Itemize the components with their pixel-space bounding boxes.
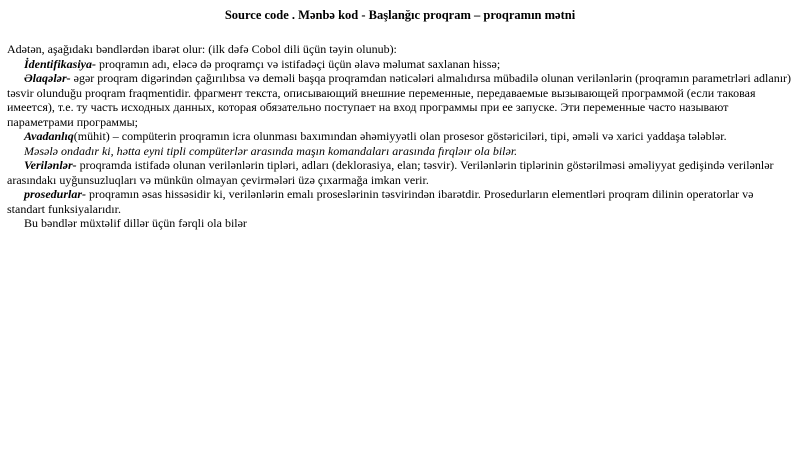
term-lead: Avadanlıq [24, 129, 74, 143]
paragraph-text: Məsələ ondadır ki, hətta eyni tipli compüterlər arasında maşın komandaları arasında fırqləır ola bilər. [24, 143, 518, 158]
paragraph-closing [7, 216, 793, 231]
paragraph-text: proqramın adı, eləcə də proqramçı və istifadəçi üçün əlavə məlumat saxlanan hissə; [96, 56, 501, 71]
paragraph-procedures [7, 187, 793, 216]
paragraph-links [7, 71, 793, 129]
paragraph-text: Adətən, aşağıdakı bəndlərdən ibarət olur: (ilk dəfə Cobol dili üçün təyin olunub): [7, 42, 397, 56]
paragraph-note [7, 144, 793, 159]
paragraph-text: proqramın əsas hissəsidir ki, verilənlərin emalı proseslərinin təsvirindən ibarətdir. Prosedurların elementləri proqram dilinin operatorlar və standart funksiyalarıdır. [7, 187, 754, 216]
term-lead: Əlaqələr- [24, 71, 71, 85]
term-lead: Verilənlər- [24, 158, 77, 172]
paragraph-text: proqramda istifadə olunan verilənlərin tipləri, adları (deklorasiya, elan; təsvir). Verilənlərin tiplərinin göstərilməsi əməliyyat gedişində verilənlər arasındakı uyğunsuzluqları və münkün olmayan çevirmələri üzə çıxarmağa imkan verir. [7, 158, 774, 187]
paragraph-intro [7, 42, 793, 57]
paragraph-text: əgər proqram digərindən çağırılıbsa və deməli başqa proqramdan nəticələri almalıdırsa mübadilə olunan verilənlərin (proqramın parametrləri adlanır) təsvir olunduğu proqram fraqmentidir. фрагмент текста, описывающий внешние переменные, передаваемые вызывающей программой (если таковая имеется), т.е. ту часть исходных данных, которая обязательно поступает на вход программы при ее запуске. Эти переменные часто называют параметрами программы; [7, 71, 792, 129]
paragraph-data [7, 158, 793, 187]
paragraph-identification [7, 57, 793, 72]
paragraph-hardware [7, 129, 793, 144]
paragraph-text: Bu bəndlər müxtəlif dillər üçün fərqli ola bilər [24, 216, 247, 230]
term-lead: İdentifikasiya- [24, 56, 96, 71]
term-lead: prosedurlar- [24, 187, 87, 201]
paragraph-text: (mühit) – compüterin proqramın icra olunması baxımından əhəmiyyətli olan prosesor göstəriciləri, tipi, əməli və xarici yaddaşa tələblər. [73, 129, 727, 143]
page-title: Source code . Mənbə kod - Başlanğıc proqram – proqramın mətni [224, 8, 576, 22]
